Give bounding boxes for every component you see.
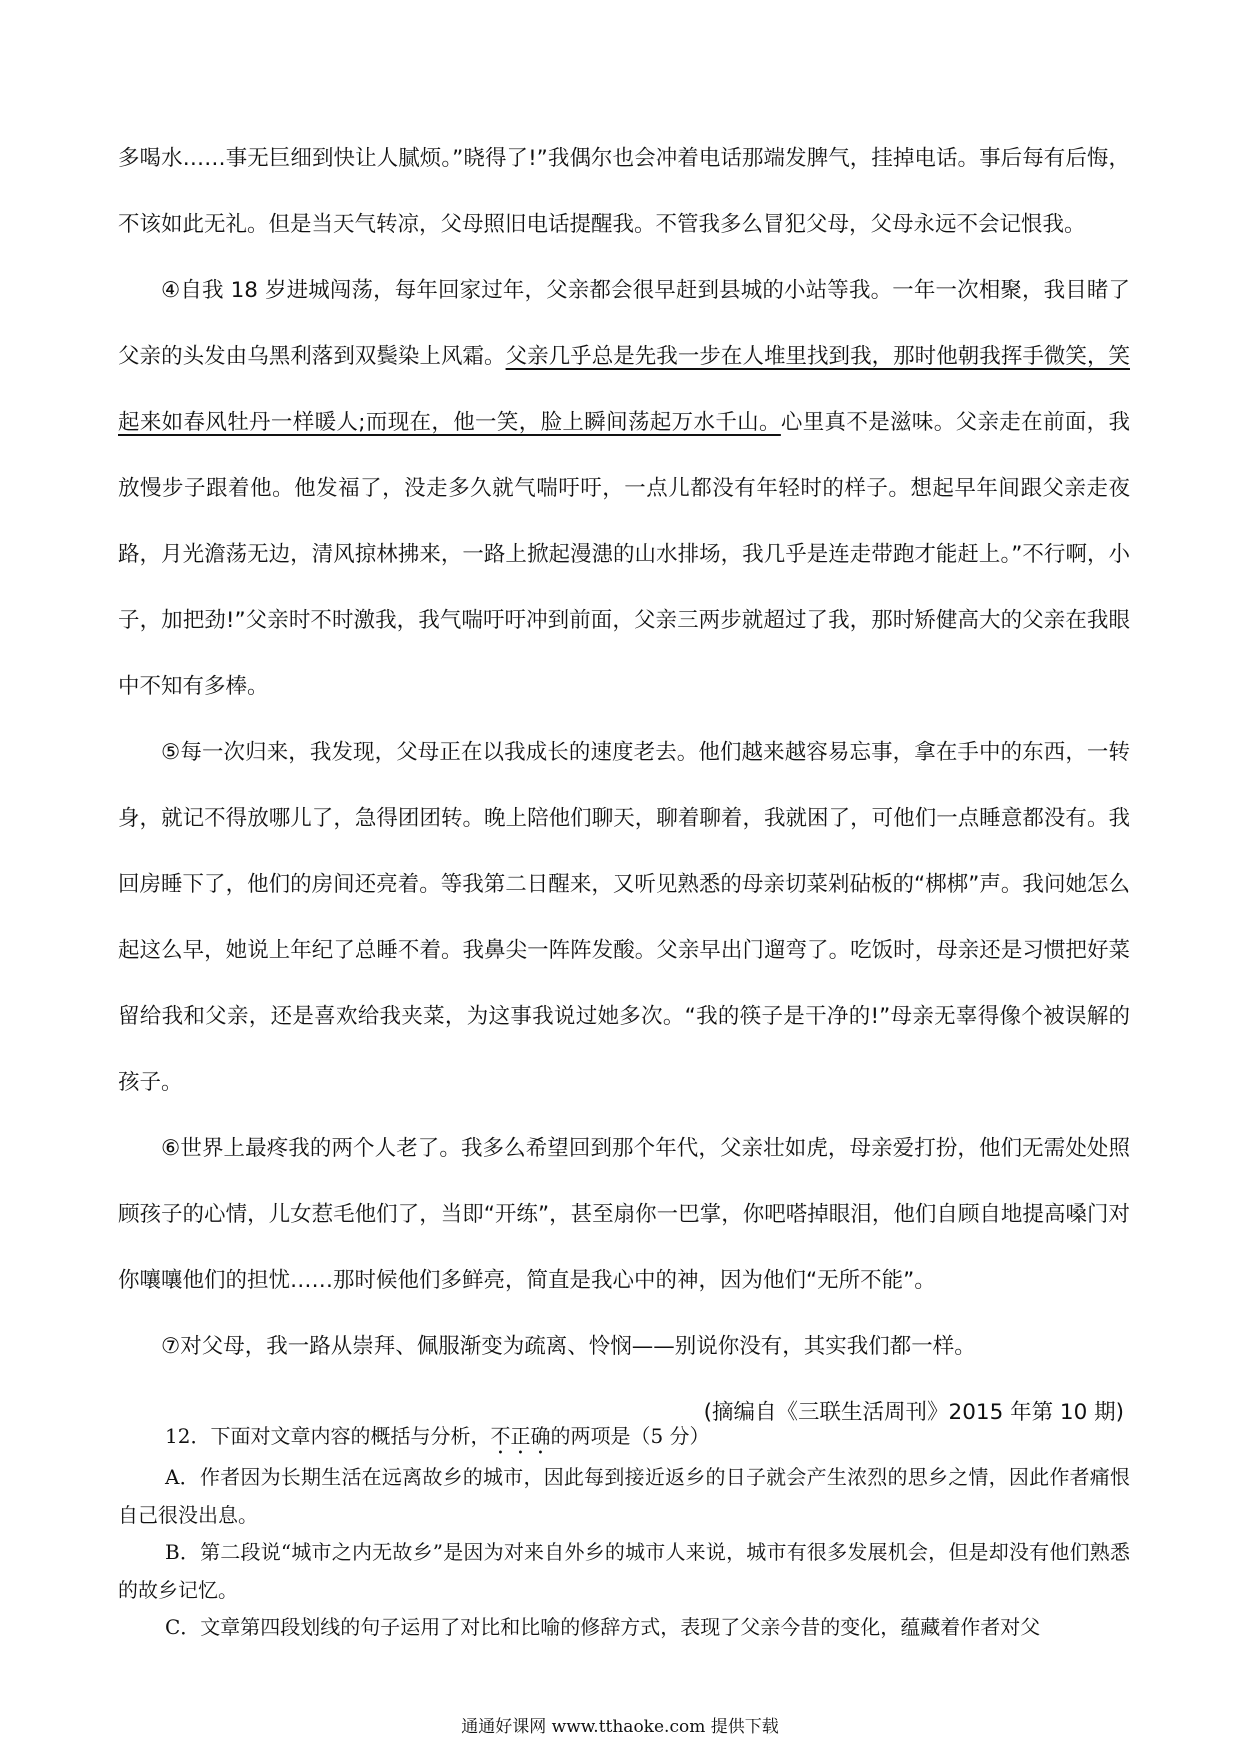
option-a: A．作者因为长期生活在远离故乡的城市，因此每到接近返乡的日子就会产生浓烈的思乡之情，因此作者痛恨自己很没出息。: [118, 1465, 1130, 1527]
question-12: [118, 1418, 1130, 1647]
question-stem-before: 12．下面对文章内容的概括与分析，: [165, 1424, 491, 1448]
source-citation: (摘编自《三联生活周刊》2015 年第 10 期): [703, 1400, 1124, 1425]
underlined-sentence: 父亲几乎总是先我一步在人堆里找到我，那时他朝我挥手微笑，笑起来如春风牡丹一样暖人;而现在，他一笑，脸上瞬间荡起万水千山。: [118, 344, 1130, 435]
paragraph-4-text-b: 心里真不是滋味。父亲走在前面，我放慢步子跟着他。他发福了，没走多久就气喘吁吁，一点儿都没有年轻时的样子。想起早年间跟父亲走夜路，月光澹荡无边，清风掠林拂来，一路上掀起漫漶的山水排场，我几乎是连走带跑才能赶上。”不行啊，小子，加把劲!”父亲时不时激我，我气喘吁吁冲到前面，父亲三两步就超过了我，那时矫健高大的父亲在我眼中不知有多棒。: [118, 410, 1130, 699]
option-c: C．文章第四段划线的句子运用了对比和比喻的修辞方式，表现了父亲今昔的变化，蕴藏着作者对父: [165, 1615, 1041, 1639]
paragraph-7: ⑦对父母，我一路从崇拜、佩服渐变为疏离、怜悯——别说你没有，其实我们都一样。: [161, 1334, 976, 1359]
essay-body: [118, 126, 1130, 1446]
paragraph-4-text-a: ④自我 18 岁进城闯荡，每年回家过年，父亲都会很早赶到县城的小站等我。一年一次相聚，我目睹了父亲的头发由乌黑利落到双鬓染上风霜。: [118, 278, 1130, 369]
question-stem: [118, 1418, 1130, 1459]
question-stem-emphasis: 不正确: [490, 1424, 551, 1448]
page-footer: 通通好课网 www.tthaoke.com 提供下载: [461, 1717, 779, 1737]
paragraph-3-tail: 多喝水……事无巨细到快让人腻烦。”晓得了!”我偶尔也会冲着电话那端发脾气，挂掉电话。事后每有后悔，不该如此无礼。但是当天气转凉，父母照旧电话提醒我。不管我多么冒犯父母，父母永远不会记恨我。: [118, 146, 1130, 237]
paragraph-4: [118, 258, 1130, 720]
question-stem-after: 的两项是（5 分）: [550, 1424, 710, 1448]
paragraph-6: ⑥世界上最疼我的两个人老了。我多么希望回到那个年代，父亲壮如虎，母亲爱打扮，他们无需处处照顾孩子的心情，儿女惹毛他们了，当即“开练”，甚至扇你一巴掌，你吧嗒掉眼泪，他们自顾自地提高嗓门对你嚷嚷他们的担忧……那时候他们多鲜亮，简直是我心中的神，因为他们“无所不能”。: [118, 1136, 1130, 1293]
option-b: B．第二段说“城市之内无故乡”是因为对来自外乡的城市人来说，城市有很多发展机会，但是却没有他们熟悉的故乡记忆。: [118, 1540, 1130, 1602]
paragraph-5: ⑤每一次归来，我发现，父母正在以我成长的速度老去。他们越来越容易忘事，拿在手中的东西，一转身，就记不得放哪儿了，急得团团转。晚上陪他们聊天，聊着聊着，我就困了，可他们一点睡意都没有。我回房睡下了，他们的房间还亮着。等我第二日醒来，又听见熟悉的母亲切菜剁砧板的“梆梆”声。我问她怎么起这么早，她说上年纪了总睡不着。我鼻尖一阵阵发酸。父亲早出门遛弯了。吃饭时，母亲还是习惯把好菜留给我和父亲，还是喜欢给我夹菜，为这事我说过她多次。“我的筷子是干净的!”母亲无辜得像个被误解的孩子。: [118, 740, 1130, 1095]
